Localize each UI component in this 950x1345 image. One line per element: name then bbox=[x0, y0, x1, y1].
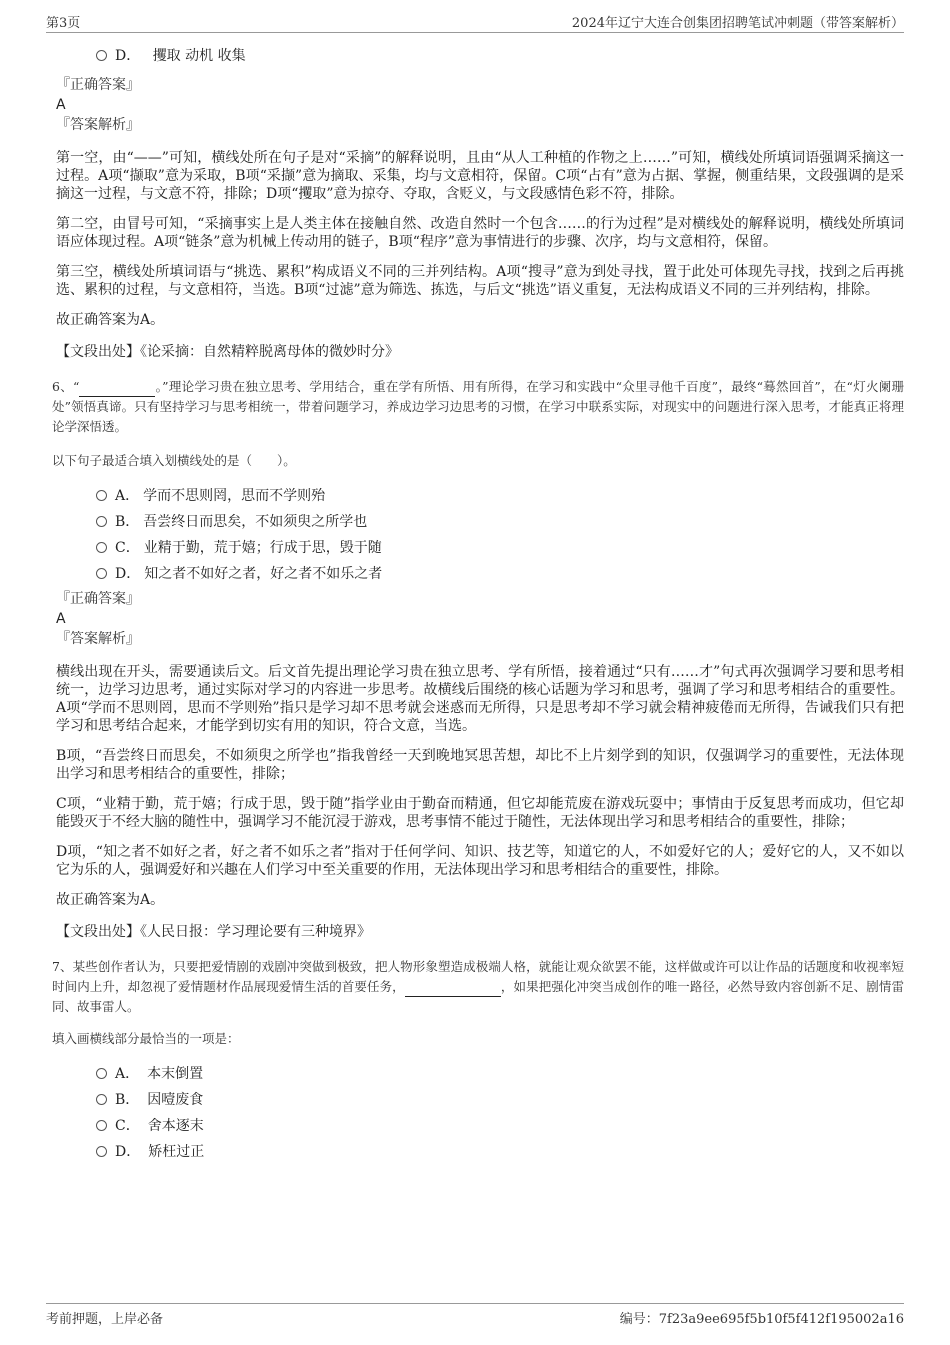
radio-icon[interactable] bbox=[96, 50, 107, 61]
document-id: 编号：7f23a9ee695f5b10f5f412f195002a16 bbox=[619, 1312, 904, 1327]
source-title: 《论采摘：自然精粹脱离母体的微妙时分》 bbox=[140, 344, 399, 360]
option-c[interactable] bbox=[96, 1113, 904, 1139]
option-letter: C． bbox=[115, 540, 140, 556]
option-text: 攫取 动机 收集 bbox=[152, 48, 246, 64]
option-d[interactable] bbox=[96, 561, 904, 587]
option-d-q5[interactable] bbox=[96, 43, 904, 69]
analysis-paragraph: 第三空，横线处所填词语与“挑选、累积”构成语义不同的三并列结构。A项“搜寻”意为到处寻找，置于此处可体现先寻找，找到之后再挑选、累积的过程，与文意相符，当选。B项“过滤”意为筛选、拣选，与后文“挑选”语义重复，无法构成语义不同的三并列结构，排除。 bbox=[56, 264, 904, 298]
option-b[interactable] bbox=[96, 1087, 904, 1113]
page-footer bbox=[46, 1303, 904, 1327]
option-letter: D． bbox=[115, 1144, 141, 1160]
question-text: 。”理论学习贵在独立思考、学用结合，重在学有所悟、用有所得，在学习和实践中“众里寻他千百度”，最终“蓦然回首”，在“灯火阑珊处”领悟真谛。只有坚持学习与思考相统一，带着问题学习，养成边学习边思考的习惯，在学习中联系实际，对现实中的问题进行深入思考，才能真正将理论学深悟透。 bbox=[52, 379, 904, 434]
radio-icon[interactable] bbox=[96, 1068, 107, 1079]
question-text: 7、某些创作者认为，只要把爱情剧的戏剧冲突做到极致，把人物形象塑造成极端人格，就能让观众欲罢不能，这样做或许可以让作品的话题度和收视率短时间内上升，却忽视了爱情题材作品展现爱情生活的首要任务， bbox=[52, 959, 904, 994]
answer-label: 『正确答案』 bbox=[56, 591, 140, 607]
option-text: 舍本逐末 bbox=[147, 1118, 204, 1134]
page-number: 第3页 bbox=[46, 16, 81, 31]
answer-label: 『正确答案』 bbox=[56, 77, 140, 93]
option-a[interactable] bbox=[96, 1061, 904, 1087]
source-line bbox=[56, 923, 904, 941]
question-number: 6、“ bbox=[52, 379, 80, 394]
question-6-stem bbox=[52, 377, 904, 437]
options-list bbox=[56, 1061, 904, 1165]
option-c[interactable] bbox=[96, 535, 904, 561]
radio-icon[interactable] bbox=[96, 1094, 107, 1105]
option-letter: D． bbox=[115, 48, 141, 64]
radio-icon[interactable] bbox=[96, 542, 107, 553]
fill-blank bbox=[79, 382, 155, 397]
answer-value: A bbox=[56, 97, 66, 113]
option-letter: C． bbox=[115, 1118, 140, 1134]
question-7-stem bbox=[52, 957, 904, 1017]
option-text: 矫枉过正 bbox=[148, 1144, 205, 1160]
option-letter: B． bbox=[115, 1092, 140, 1108]
option-text: 知之者不如好之者，好之者不如乐之者 bbox=[144, 566, 383, 582]
option-letter: B． bbox=[115, 514, 140, 530]
options-list bbox=[56, 483, 904, 587]
question-prompt: 以下句子最适合填入划横线处的是（ ）。 bbox=[52, 453, 296, 468]
option-text: 吾尝终日而思矣，不如须臾之所学也 bbox=[143, 514, 368, 530]
option-text: 本末倒置 bbox=[147, 1066, 204, 1082]
analysis-label: 『答案解析』 bbox=[56, 117, 140, 133]
radio-icon[interactable] bbox=[96, 516, 107, 527]
radio-icon[interactable] bbox=[96, 568, 107, 579]
analysis-paragraph: B项，“吾尝终日而思矣，不如须臾之所学也”指我曾经一天到晚地冥思苦想，却比不上片刻学到的知识，仅强调学习的重要性，无法体现出学习和思考相结合的重要性，排除； bbox=[56, 748, 904, 782]
source-title: 《人民日报：学习理论要有三种境界》 bbox=[140, 924, 371, 940]
fill-blank bbox=[405, 982, 501, 997]
option-a[interactable] bbox=[96, 483, 904, 509]
radio-icon[interactable] bbox=[96, 490, 107, 501]
option-text: 业精于勤，荒于嬉；行成于思，毁于随 bbox=[143, 540, 382, 556]
question-text: ，如果把强化冲突当成创作的唯一路径，必然导致内容创新不足、剧情雷同、故事雷人。 bbox=[52, 979, 904, 1014]
option-text: 因噎废食 bbox=[147, 1092, 204, 1108]
footer-slogan: 考前押题，上岸必备 bbox=[46, 1312, 164, 1327]
answer-value: A bbox=[56, 611, 66, 627]
analysis-conclusion: 故正确答案为A。 bbox=[56, 892, 165, 908]
analysis-paragraph: D项，“知之者不如好之者，好之者不如乐之者”指对于任何学问、知识、技艺等，知道它的人，不如爱好它的人；爱好它的人，又不如以它为乐的人，强调爱好和兴趣在人们学习中至关重要的作用，无法体现出学习和思考相结合的重要性，排除。 bbox=[56, 844, 904, 878]
option-d[interactable] bbox=[96, 1139, 904, 1165]
option-letter: A． bbox=[115, 488, 140, 504]
option-text: 学而不思则罔，思而不学则殆 bbox=[143, 488, 326, 504]
question-prompt: 填入画横线部分最恰当的一项是： bbox=[52, 1031, 240, 1046]
source-label: 【文段出处】 bbox=[56, 344, 140, 360]
main-content bbox=[52, 42, 904, 1165]
option-letter: D． bbox=[115, 566, 141, 582]
option-b[interactable] bbox=[96, 509, 904, 535]
document-title: 2024年辽宁大连合创集团招聘笔试冲刺题（带答案解析） bbox=[571, 16, 904, 31]
analysis-paragraph: 横线出现在开头，需要通读后文。后文首先提出理论学习贵在独立思考、学有所悟，接着通过“只有……才”句式再次强调学习要和思考相统一，边学习边思考，通过实际对学习的内容进一步思考。故横线后围绕的核心话题为学习和思考，强调了学习和思考相结合的重要性。A项“学而不思则罔，思而不学则殆”指只是学习却不思考就会迷惑而无所得，只是思考却不学习就会精神疲倦而无所得，告诫我们只有把学习和思考结合起来，才能学到切实有用的知识，符合文意，当选。 bbox=[56, 664, 904, 734]
option-letter: A． bbox=[115, 1066, 140, 1082]
radio-icon[interactable] bbox=[96, 1146, 107, 1157]
analysis-label: 『答案解析』 bbox=[56, 631, 140, 647]
analysis-paragraph: 第二空，由冒号可知，“采摘事实上是人类主体在接触自然、改造自然时一个包含……的行为过程”是对横线处的解释说明，横线处所填词语应体现过程。A项“链条”意为机械上传动用的链子，B项“程序”意为事情进行的步骤、次序，均与文意相符，保留。 bbox=[56, 216, 904, 250]
source-label: 【文段出处】 bbox=[56, 924, 140, 940]
radio-icon[interactable] bbox=[96, 1120, 107, 1131]
analysis-paragraph: 第一空，由“——”可知，横线处所在句子是对“采摘”的解释说明，且由“从人工种植的作物之上……”可知，横线处所填词语强调采摘这一过程。A项“撷取”意为采取，B项“采撷”意为摘取、采集，均与文意相符，保留。C项“占有”意为占据、掌握，侧重结果，文段强调的是采摘这一过程，与文意不符，排除；D项“攫取”意为掠夺、夺取，含贬义，与文段感情色彩不符，排除。 bbox=[56, 150, 904, 202]
analysis-paragraph: C项，“业精于勤，荒于嬉；行成于思，毁于随”指学业由于勤奋而精通，但它却能荒废在游戏玩耍中；事情由于反复思考而成功，但它却能毁灭于不经大脑的随性中，强调学习不能沉浸于游戏，思考事情不能过于随性，无法体现出学习和思考相结合的重要性，排除； bbox=[56, 796, 904, 830]
analysis-conclusion: 故正确答案为A。 bbox=[56, 312, 165, 328]
page-header bbox=[46, 12, 904, 33]
source-line bbox=[56, 343, 904, 361]
